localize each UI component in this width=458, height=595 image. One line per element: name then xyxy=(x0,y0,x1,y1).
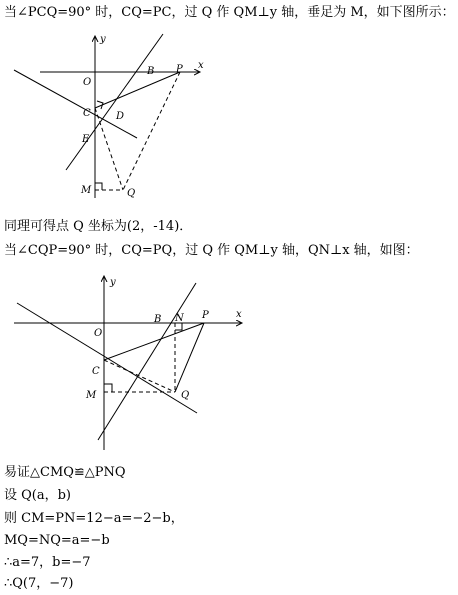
line-8: ∴a=7，b=−7 xyxy=(4,555,91,570)
line-ce xyxy=(14,70,137,138)
dash-cq xyxy=(104,360,175,392)
line-7: MQ=NQ=a=−b xyxy=(4,533,110,548)
label-x: x xyxy=(198,60,204,71)
label-o: O xyxy=(94,328,103,339)
label-d: D xyxy=(116,111,125,122)
label-o: O xyxy=(83,77,92,88)
label-y: y xyxy=(100,34,106,45)
line-be xyxy=(66,34,163,170)
right-angle-m xyxy=(95,183,102,190)
line-1: 当∠PCQ=90° 时，CQ=PC，过 Q 作 QM⊥y 轴，垂足为 M，如下图所示： xyxy=(4,5,455,20)
line-5: 设 Q(a，b) xyxy=(4,488,72,503)
segment-pq xyxy=(175,323,204,392)
label-x: x xyxy=(236,309,242,320)
figure-1 xyxy=(0,30,458,202)
line-2: 同理可得点 Q 坐标为(2，-14)． xyxy=(4,219,193,234)
label-n: N xyxy=(175,313,184,324)
label-c: C xyxy=(83,108,91,119)
segment-cp xyxy=(104,323,204,360)
label-q: Q xyxy=(181,390,190,401)
line-c xyxy=(17,303,197,413)
line-4: 易证△CMQ≌△PNQ xyxy=(4,465,126,480)
segment-cp xyxy=(95,72,180,108)
right-angle-c xyxy=(97,101,103,109)
line-3: 当∠CQP=90° 时，CQ=PQ，过 Q 作 QM⊥y 轴，QN⊥x 轴，如图： xyxy=(4,243,419,258)
label-p: P xyxy=(176,64,183,75)
dash-pq xyxy=(123,72,180,190)
label-y: y xyxy=(110,277,116,288)
label-m: M xyxy=(81,185,92,196)
figure-2 xyxy=(0,270,458,455)
label-q: Q xyxy=(127,188,136,199)
label-p: P xyxy=(202,310,209,321)
line-9: ∴Q(7，−7) xyxy=(4,576,74,591)
line-6: 则 CM=PN=12−a=−2−b， xyxy=(4,511,184,526)
label-b: B xyxy=(147,66,155,77)
label-e: E xyxy=(82,134,90,145)
right-angle-m xyxy=(104,384,112,392)
label-b: B xyxy=(154,314,162,325)
label-m: M xyxy=(86,390,97,401)
label-c: C xyxy=(92,366,100,377)
right-angle-n xyxy=(175,323,182,330)
